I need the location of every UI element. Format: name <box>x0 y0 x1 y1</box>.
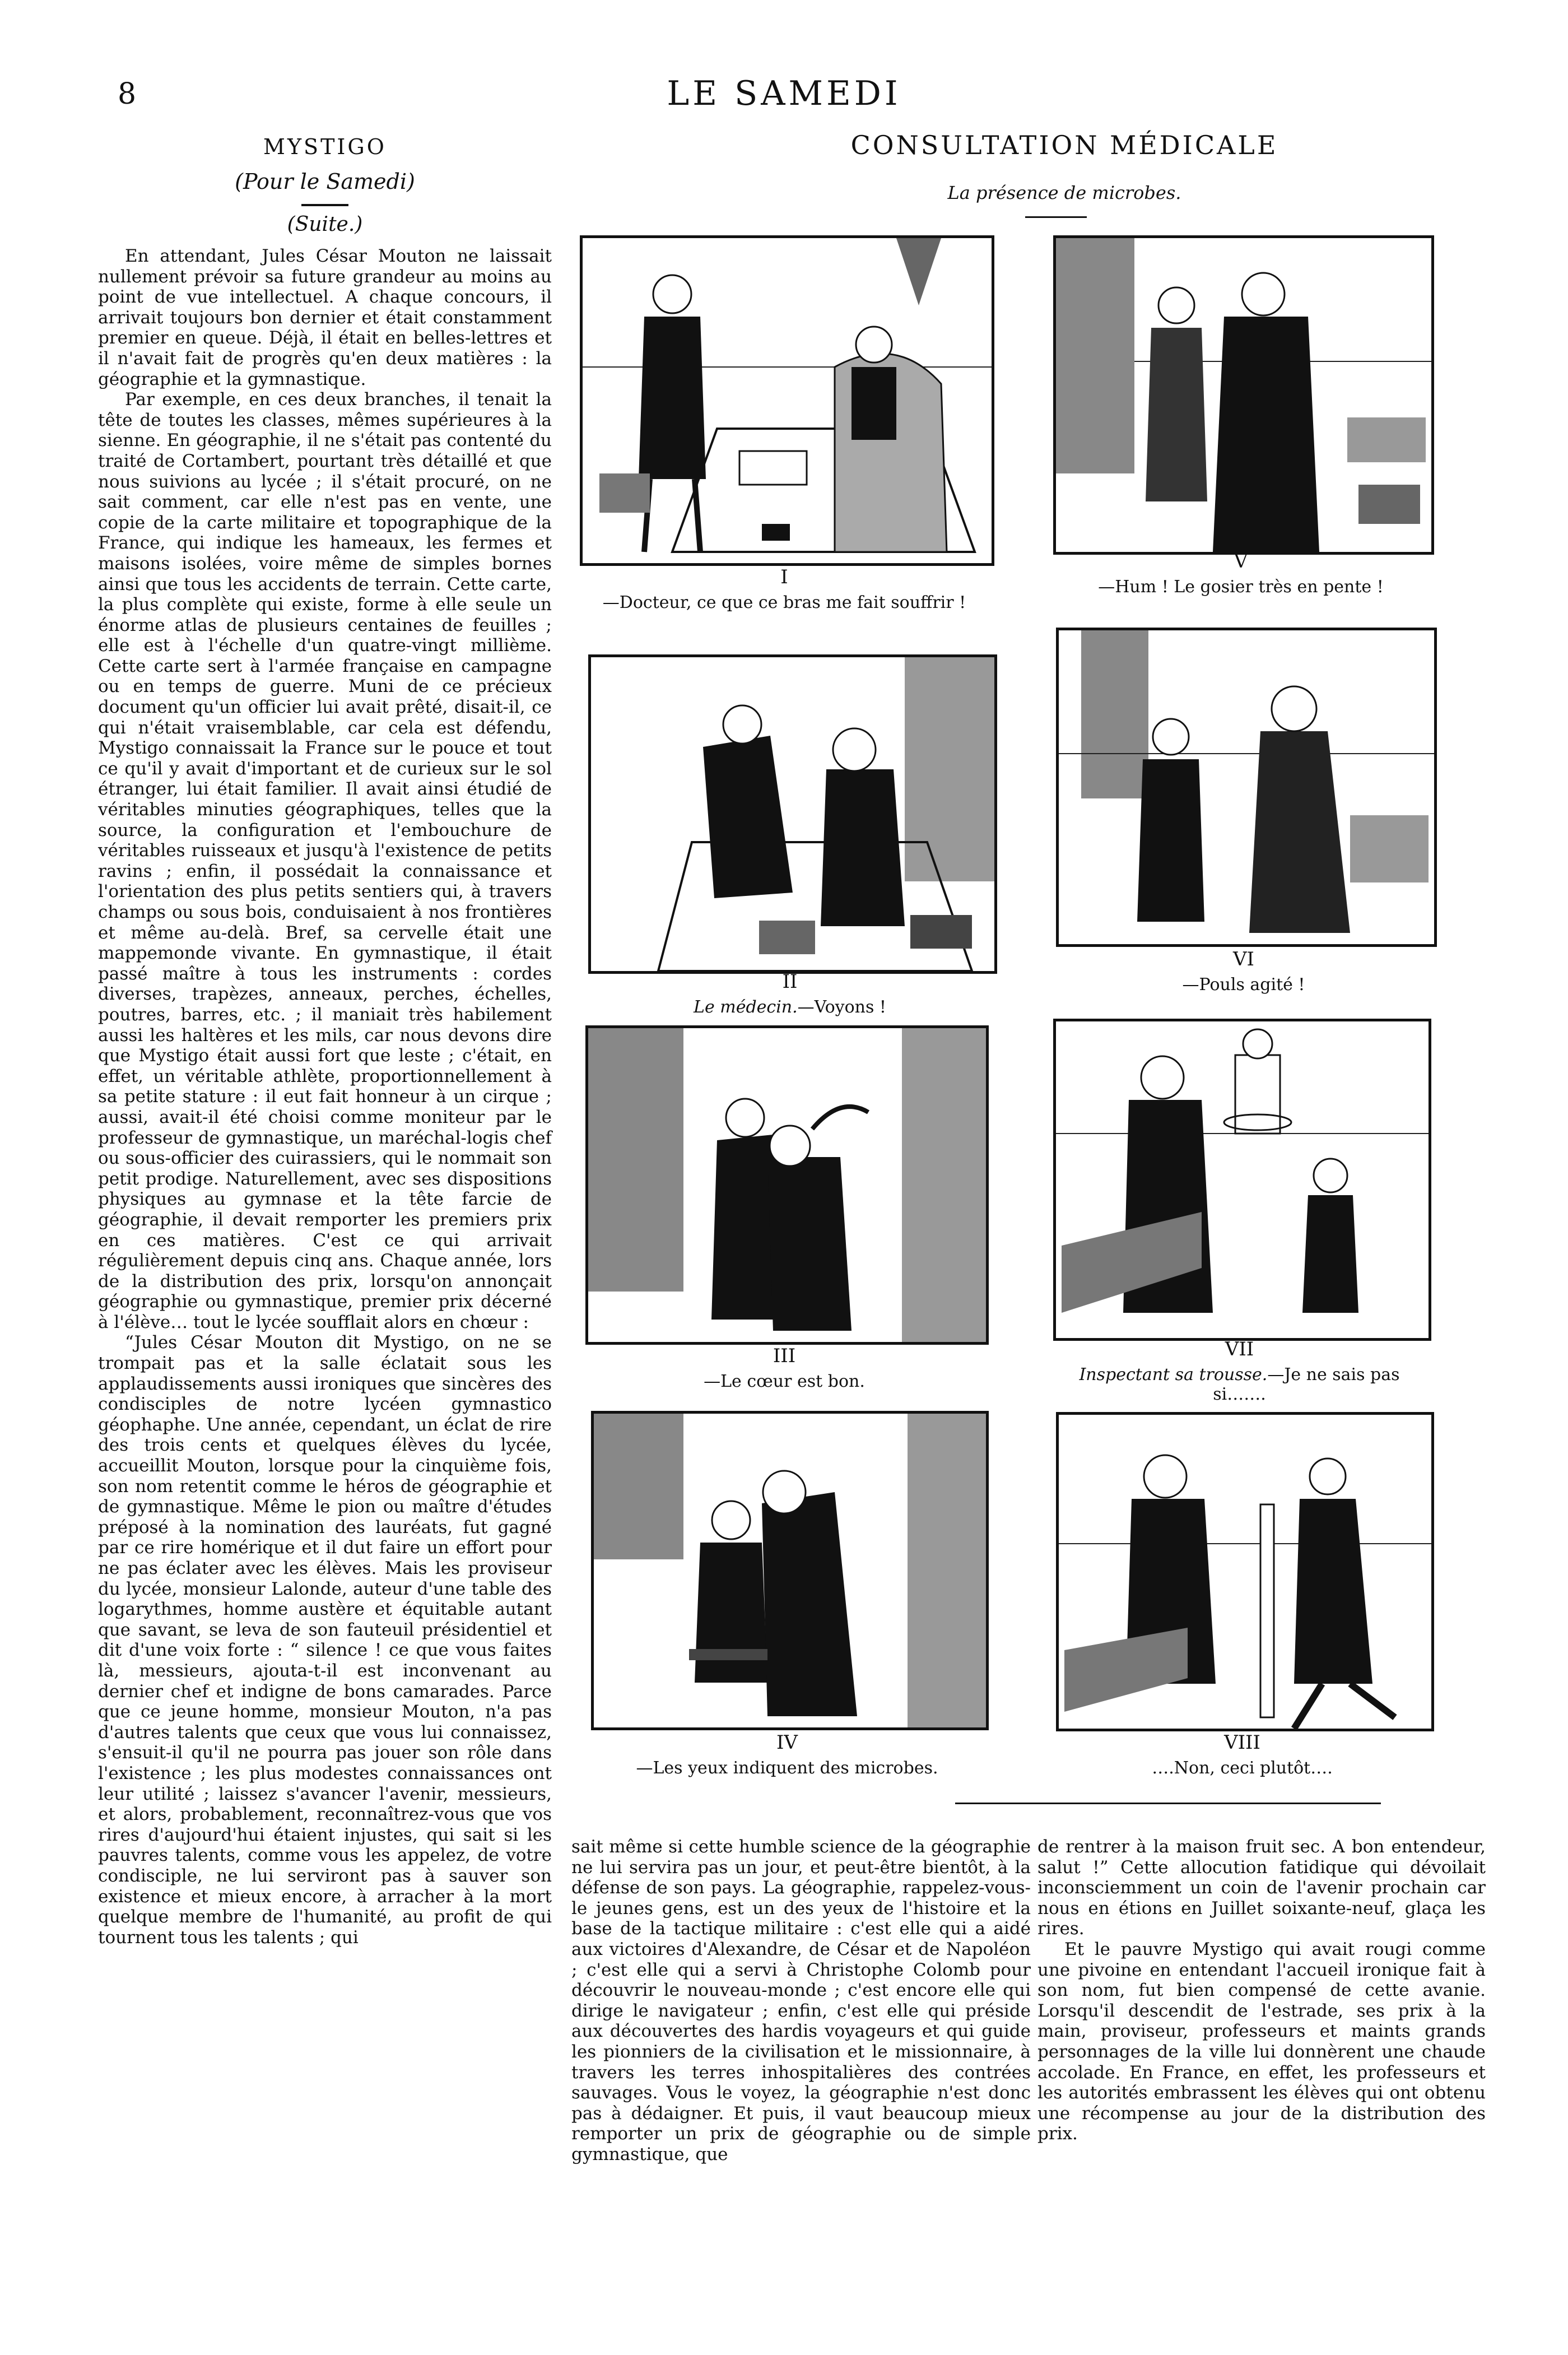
story-body-right <box>1037 1837 1486 2144</box>
comic-panel-2 <box>588 654 997 974</box>
caption-speaker: Le médecin. <box>694 997 798 1017</box>
comic-illustration <box>1056 1021 1429 1338</box>
divider <box>1025 216 1087 218</box>
comic-panel-6 <box>1056 628 1437 947</box>
divider <box>301 204 348 206</box>
story-column-left <box>98 129 552 1948</box>
panel-caption <box>588 997 992 1017</box>
comic-panel-1 <box>580 235 994 566</box>
panel-number-text: II <box>782 970 798 993</box>
caption-speech: —Je ne sais pas si……. <box>1213 1365 1400 1404</box>
story-body-middle <box>571 1837 1031 2165</box>
comic-illustration <box>1059 630 1434 944</box>
comic-panel-8 <box>1056 1412 1434 1731</box>
comic-illustration <box>583 238 992 563</box>
story-paragraph: “Jules César Mouton dit Mystigo, on ne se trompait pas et la salle éclatait sous les applaudissements aussi ironiques que sincères des condisciples de notre lycéen gymnastico géophaphe. Une année, cependant, un éclat de rire des trois cents et quelques élèves du lycée, accueillit Mouton, lorsque pour la cinquième fois, son nom retentit comme le héros de géographie et de gymnastique. Même le pion ou maître d'études préposé à la nomination des lauréats, fut gagné par ce rire homérique et il dut faire un effort pour ne pas éclater avec les élèves. Mais les proviseur du lycée, monsieur Lalonde, auteur d'une table des logarythmes, homme austère et équitable autant que savant, se leva de son fauteuil présidentiel et dit d'une voix forte : “ silence ! ce que vous faites là, messieurs, ajouta-t-il est inconvenant au dernier chef et indigne de bons camarades. Parce que ce jeune homme, monsieur Mouton, n'a pas d'autres talents que ceux que vous lui connaissez, s'ensuit-il qu'il ne pourra pas jouer son rôle dans l'existence ; les plus modestes connaissances ont leur utilité ; laissez s'avancer l'avenir, messieurs, et alors, probablement, reconnaîtrez-vous que vos rires d'aujourd'hui étaient injustes, qui sait si les pauvres talents, comme vous les appelez, de votre condisciple, ne lui serviront pas à sauver son existence et mieux encore, à arracher à la mort quelque membre de l'humanité, au profit de qui tournent tous les talents ; qui <box>98 1332 552 1948</box>
panel-caption: —Hum ! Le gosier très en pente ! <box>1098 577 1384 597</box>
panel-caption: —Pouls agité ! <box>1182 975 1305 995</box>
comic-subtitle: La présence de microbes. <box>947 182 1181 203</box>
panel-number: IV <box>776 1731 798 1754</box>
panel-number: VIII <box>1224 1731 1260 1754</box>
page-number: 8 <box>118 77 137 111</box>
caption-speech: —Voyons ! <box>797 997 886 1017</box>
story-paragraph: En attendant, Jules César Mouton ne laissait nullement prévoir sa future grandeur au moins au point de vue intellectuel. A chaque concours, il arrivait toujours bon dernier et était constamment premier en queue. Déjà, il était en belles-lettres et il n'avait fait de progrès qu'en deux matières : la géographie et la gymnastique. <box>98 246 552 389</box>
panel-number: V <box>1234 550 1248 573</box>
panel-caption: —Docteur, ce que ce bras me fait souffrir ! <box>602 593 966 612</box>
comic-illustration <box>591 657 994 971</box>
comic-panel-3 <box>585 1025 989 1345</box>
comic-illustration <box>1056 238 1431 552</box>
story-title: MYSTIGO <box>263 134 387 159</box>
story-body-left <box>98 246 552 1948</box>
comic-illustration <box>588 1028 986 1342</box>
caption-action: Inspectant sa trousse. <box>1079 1365 1268 1385</box>
story-byline: (Pour le Samedi) <box>235 169 415 194</box>
comic-title: CONSULTATION MÉDICALE <box>850 130 1278 160</box>
comic-panel-4 <box>591 1411 989 1730</box>
story-continuation-label: (Suite.) <box>287 213 363 236</box>
panel-caption: ….Non, ceci plutôt…. <box>1152 1758 1333 1778</box>
panel-caption: —Le cœur est bon. <box>704 1372 865 1391</box>
panel-number: VII <box>1225 1338 1254 1360</box>
panel-number: I <box>780 566 788 588</box>
story-paragraph: sait même si cette humble science de la géographie ne lui servira pas un jour, et peut-être bientôt, à la défense de son pays. La géographie, rappelez-vous-le jeunes gens, est un des yeux de l'histoire et la base de la tactique militaire : c'est elle qui a aidé aux victoires d'Alexandre, de César et de Napoléon ; c'est elle qui a servi à Christophe Colomb pour découvrir le nouveau-monde ; c'est encore elle qui dirige le navigateur ; enfin, c'est elle qui préside aux découvertes des hardis voyageurs et qui guide les pionniers de la civilisation et le missionnaire, à travers les terres inhospitalières des contrées sauvages. Vous le voyez, la géographie n'est donc pas à dédaigner. Et puis, il vaut beaucoup mieux remporter un prix de géographie ou de simple gymnastique, que <box>571 1837 1031 2164</box>
comic-panel-7 <box>1053 1019 1431 1341</box>
story-paragraph: de rentrer à la maison fruit sec. A bon entendeur, salut !” Cette allocution fatidique qui dévoilait inconsciemment un coin de l'avenir prochain car nous en étions en Juillet soixante-neuf, glaça les rires. <box>1037 1837 1486 1939</box>
panel-number: III <box>773 1345 796 1367</box>
divider <box>955 1803 1381 1804</box>
newspaper-masthead: LE SAMEDI <box>667 74 901 113</box>
comic-panel-5 <box>1053 235 1434 555</box>
panel-caption <box>1053 1365 1426 1404</box>
panel-caption: —Les yeux indiquent des microbes. <box>636 1758 938 1778</box>
panel-number <box>588 970 992 993</box>
story-paragraph: Par exemple, en ces deux branches, il tenait la tête de toutes les classes, mêmes supérieures à la sienne. En géographie, il ne s'était pas contenté du traité de Cortambert, pourtant très détaillé et que nous suivions au lycée ; il s'était procuré, on ne sait comment, car elle n'est pas en vente, une copie de la carte militaire et topographique de la France, qui indique les hameaux, les fermes et maisons isolées, voire même de simples bornes ainsi que tous les accidents de terrain. Cette carte, la plus complète qui existe, forme à elle seule un énorme atlas de plusieurs centaines de feuilles ; elle est à l'échelle d'un quatre-vingt millième. Cette carte sert à l'armée française en campagne ou en temps de guerre. Muni de ce précieux document qu'un officier lui avait prêté, disait-il, ce qui n'était vraisemblable, car cela est défendu, Mystigo connaissait la France sur le pouce et tout ce qu'il y avait d'important et de curieux sur le sol étranger, lui était familier. Il avait ainsi étudié de véritables minuties géographiques, telles que la source, la configuration et l'embouchure de véritables ruisseaux et jusqu'à l'existence de petits ravins ; enfin, il possédait la connaissance et l'orientation des plus petits sentiers qui, à travers champs ou sous bois, conduisaient à nos frontières et même au-delà. Bref, sa cervelle était une mappemonde vivante. En gymnastique, il était passé maître à tous les instruments : cordes diverses, trapèzes, anneaux, perches, échelles, poutres, barres, etc. ; il maniait très habilement aussi les haltères et les mils, car nous devons dire que Mystigo était aussi fort que leste ; c'était, en effet, un véritable athlète, proportionnellement à sa petite stature : il eut fait honneur à un cirque ; aussi, avait-il été choisi comme moniteur par le professeur de gymnastique, un maréchal-logis chef ou sous-officier des cuirassiers, qui le nommait son petit prodige. Naturellement, avec ses dispositions physiques au gymnase et la tête farcie de géographie, il devait remporter les premiers prix en ces matières. C'est ce qui arrivait régulièrement depuis cinq ans. Chaque année, lors de la distribution des prix, lorsqu'on annonçait géographie ou gymnastique, premier prix décerné à l'élève… tout le lycée soufflait alors en chœur : <box>98 389 552 1332</box>
comic-illustration <box>1059 1415 1431 1729</box>
story-paragraph: Et le pauvre Mystigo qui avait rougi comme une pivoine en entendant l'accueil ironique fait à son nom, fut bien compensé de cette avanie. Lorsqu'il descendit de l'estrade, ses prix à la main, proviseur, professeurs et maints grands personnages de la ville lui donnèrent une chaude accolade. En France, en effet, les professeurs et les autorités embrassent les élèves qui ont obtenu une récompense au jour de la distribution des prix. <box>1037 1939 1486 2144</box>
panel-number: VI <box>1233 948 1254 970</box>
comic-illustration <box>594 1414 986 1727</box>
